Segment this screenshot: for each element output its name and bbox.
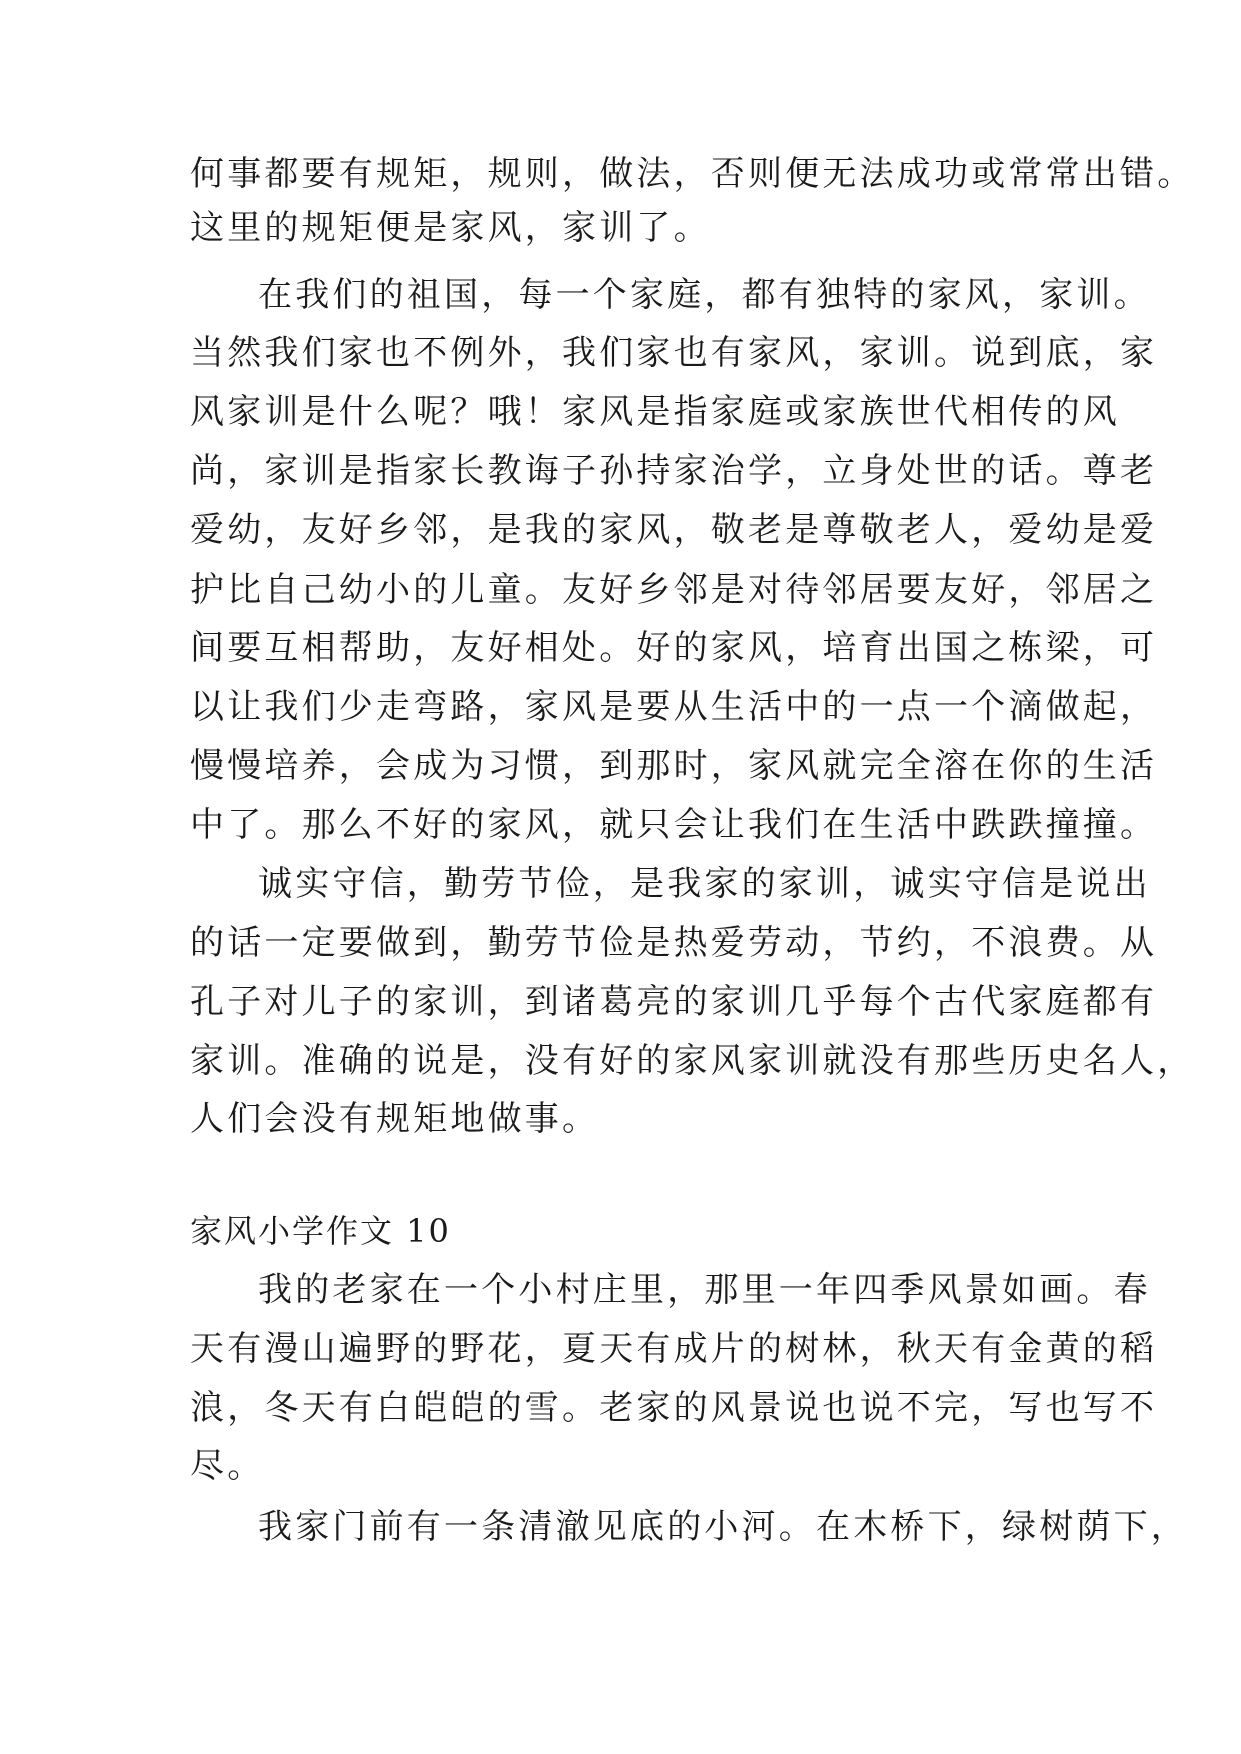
paragraph-line: 我家门前有一条清澈见底的小河。在木桥下，绿树荫下， <box>258 1507 1188 1547</box>
paragraph-line: 天有漫山遍野的野花，夏天有成片的树林，秋天有金黄的稻 <box>190 1329 1158 1369</box>
paragraph-line: 诚实守信，勤劳节俭，是我家的家训，诚实守信是说出 <box>258 864 1151 904</box>
paragraph-line: 慢慢培养，会成为习惯，到那时，家风就完全溶在你的生活 <box>190 746 1158 786</box>
paragraph-line: 孔子对儿子的家训，到诸葛亮的家训几乎每个古代家庭都有 <box>190 982 1158 1022</box>
paragraph-line: 在我们的祖国，每一个家庭，都有独特的家风，家训。 <box>258 275 1151 315</box>
paragraph-line: 当然我们家也不例外，我们家也有家风，家训。说到底，家 <box>190 333 1158 373</box>
paragraph-line: 我的老家在一个小村庄里，那里一年四季风景如画。春 <box>258 1270 1151 1310</box>
paragraph-line: 护比自己幼小的儿童。友好乡邻是对待邻居要友好，邻居之 <box>190 570 1158 610</box>
paragraph-line: 人们会没有规矩地做事。 <box>190 1099 600 1139</box>
paragraph-line: 何事都要有规矩，规则，做法，否则便无法成功或常常出错。 <box>190 154 1195 194</box>
paragraph-line: 爱幼，友好乡邻，是我的家风，敬老是尊敬老人，爱幼是爱 <box>190 510 1158 550</box>
section-heading: 家风小学作文 10 <box>190 1212 451 1250</box>
paragraph-line: 这里的规矩便是家风，家训了。 <box>190 208 711 248</box>
paragraph-line: 的话一定要做到，勤劳节俭是热爱劳动，节约，不浪费。从 <box>190 923 1158 963</box>
paragraph-line: 浪，冬天有白皑皑的雪。老家的风景说也说不完，写也写不 <box>190 1388 1158 1428</box>
paragraph-line: 家训。准确的说是，没有好的家风家训就没有那些历史名人， <box>190 1041 1195 1081</box>
paragraph-line: 中了。那么不好的家风，就只会让我们在生活中跌跌撞撞。 <box>190 805 1158 845</box>
paragraph-line: 间要互相帮助，友好相处。好的家风，培育出国之栋梁，可 <box>190 628 1158 668</box>
paragraph-line: 风家训是什么呢？哦！家风是指家庭或家族世代相传的风 <box>190 392 1120 432</box>
paragraph-line: 尚，家训是指家长教诲子孙持家治学，立身处世的话。尊老 <box>190 451 1158 491</box>
paragraph-line: 尽。 <box>190 1446 265 1486</box>
paragraph-line: 以让我们少走弯路，家风是要从生活中的一点一个滴做起， <box>190 687 1158 727</box>
